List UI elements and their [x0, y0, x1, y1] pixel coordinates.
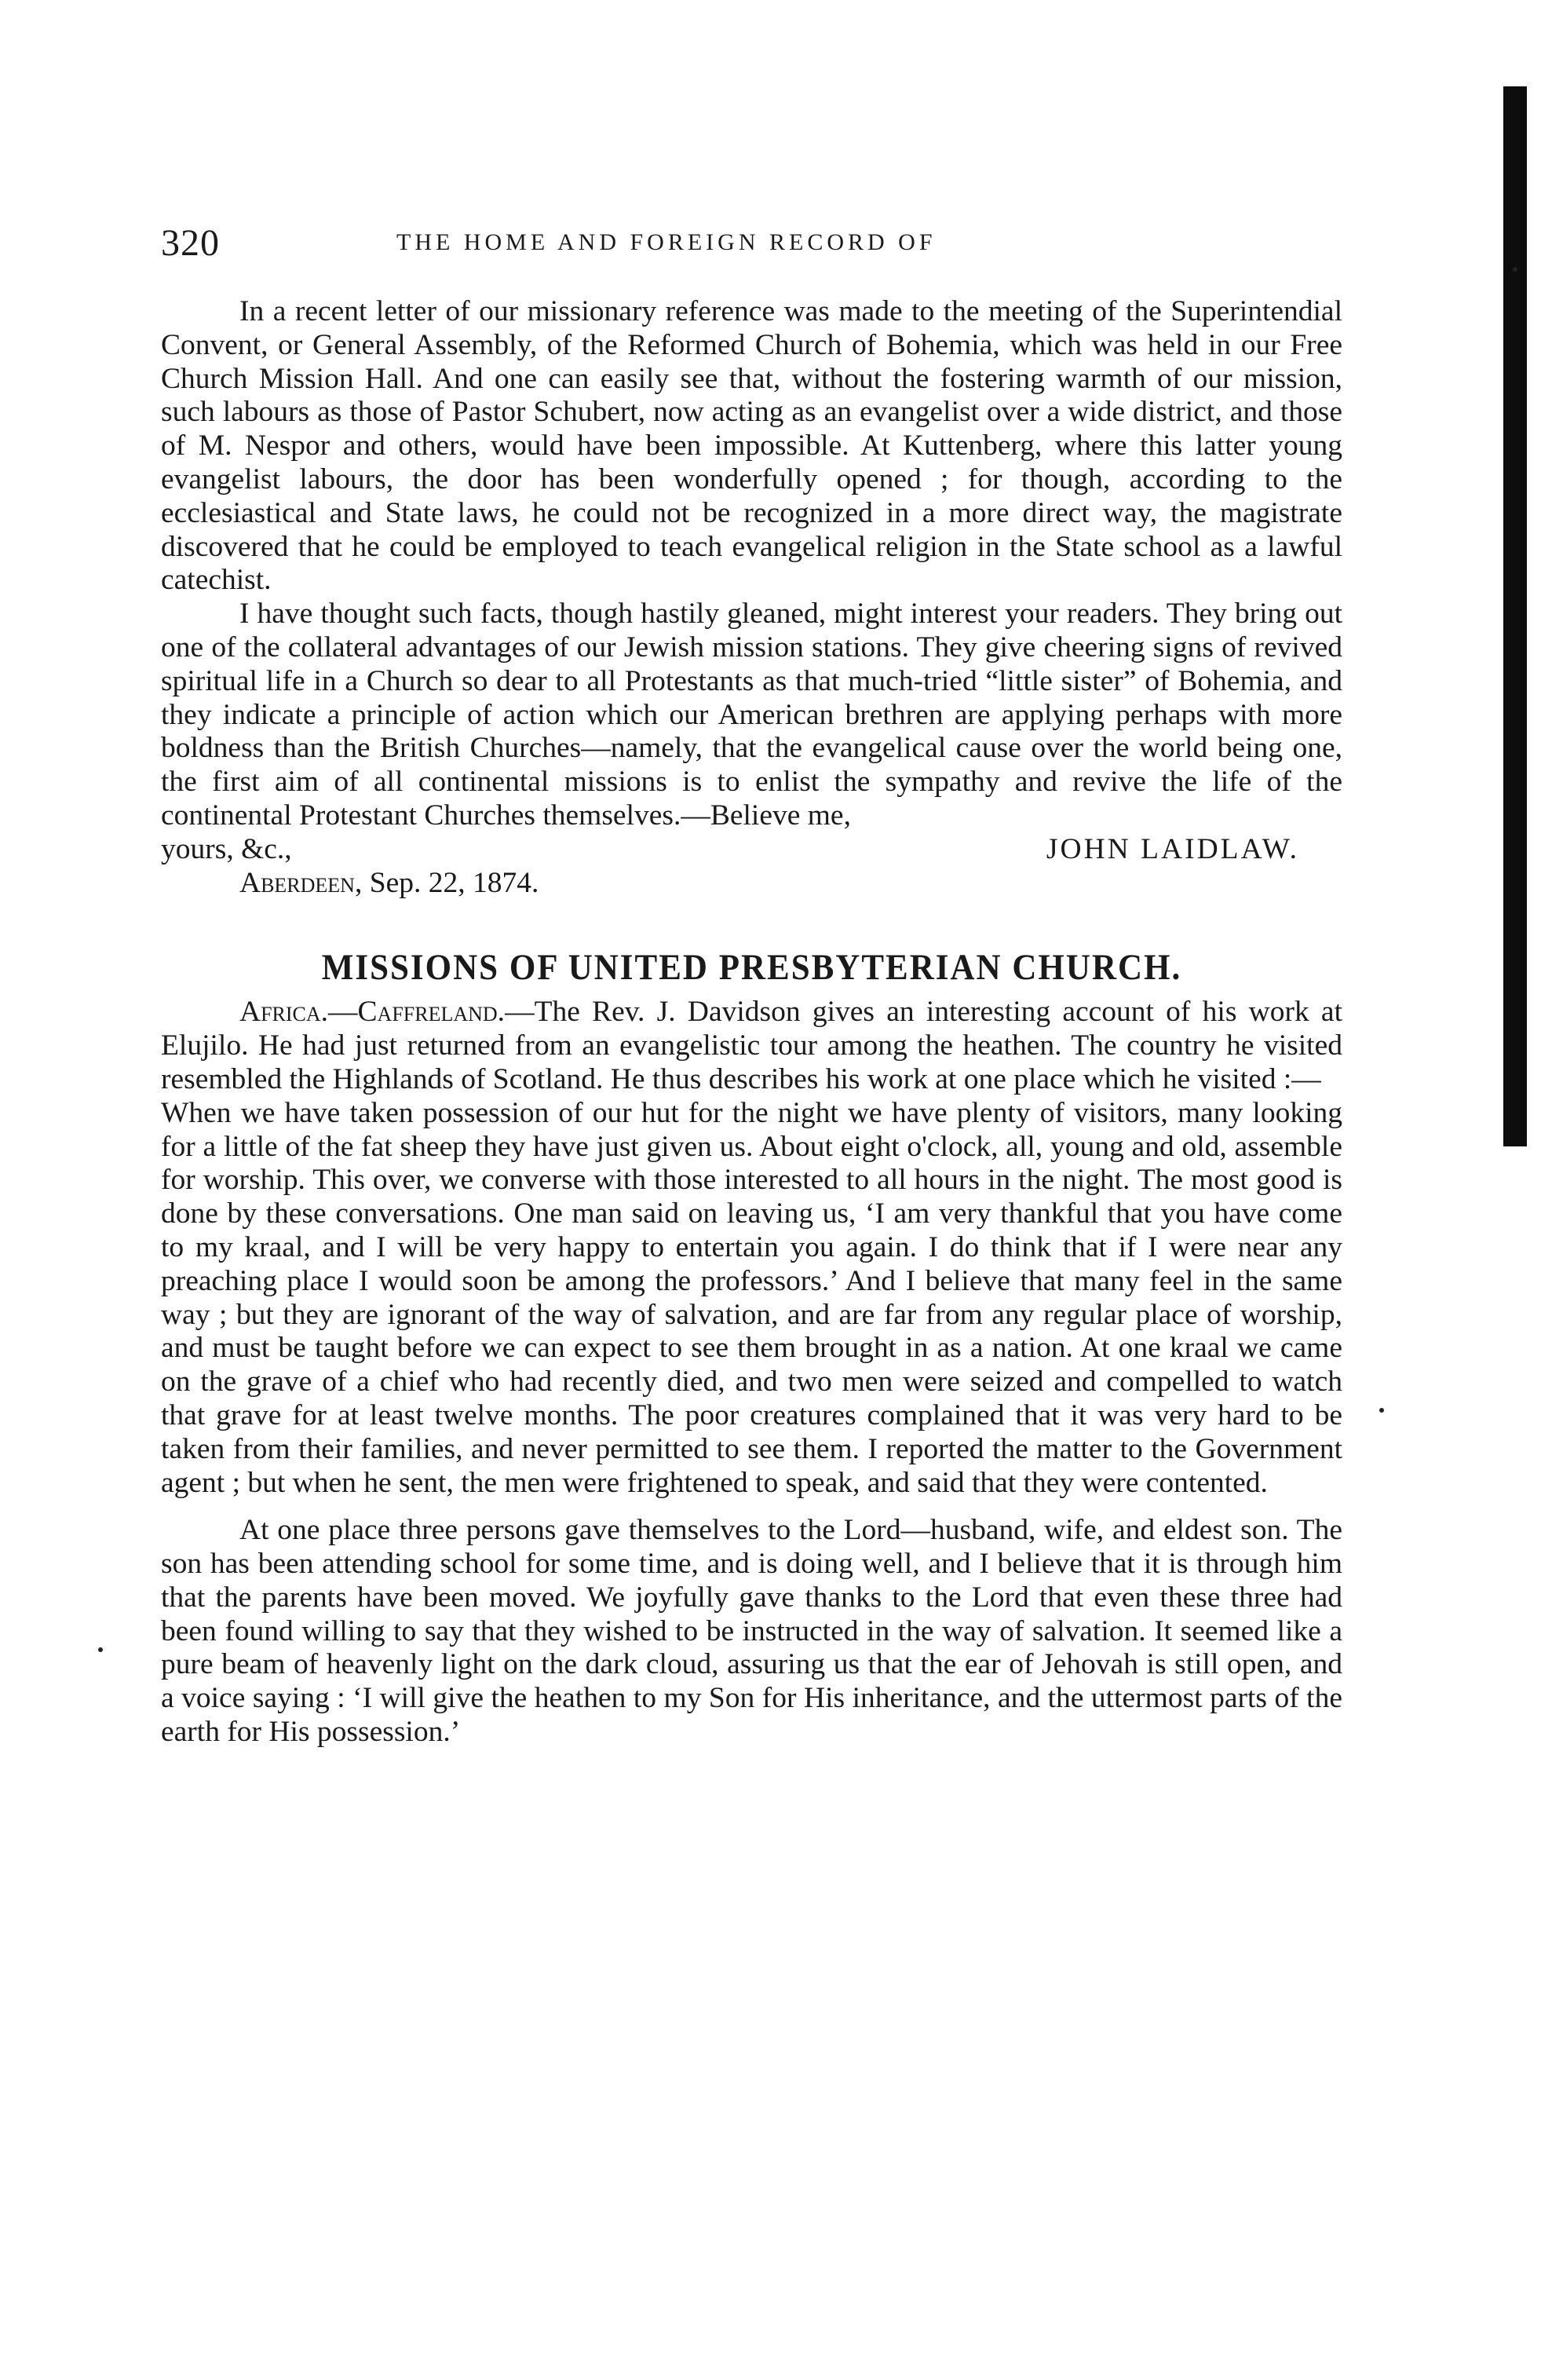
- scan-speck: [1513, 267, 1517, 272]
- scan-edge-shadow: [1503, 86, 1527, 1146]
- signature: JOHN LAIDLAW.: [1046, 832, 1299, 865]
- section-title: MISSIONS OF UNITED PRESBYTERIAN CHURCH.: [321, 948, 1182, 989]
- text-column: [161, 295, 1342, 1749]
- letter-paragraph: I have thought such facts, though hastily gleaned, might interest your readers. They bring out one of the collateral advantages of our Jewish mission stations. They give cheering signs of revived spiritual life in a Church so dear to all Protestants as that much-tried “little sister” of Bohemia, and they indicate a principle of action which our American brethren are applying perhaps with more boldness than the British Churches—namely, that the evangelical cause over the world being one, the first aim of all continental missions is to enlist the sympathy and revive the life of the continental Protestant Churches themselves.—Believe me,: [161, 598, 1342, 832]
- dateline-date: Sep. 22, 1874.: [369, 866, 539, 899]
- letter-paragraph: In a recent letter of our missionary reference was made to the meeting of the Superintendial Convent, or General Assembly, of the Reformed Church of Bohemia, which was held in our Free Church Mission Hall. And one can easily see that, without the fostering warmth of our mission, such labours as those of Pastor Schubert, now acting as an evangelist over a wide district, and those of M. Nespor and others, would have been impossible. At Kuttenberg, where this latter young evangelist labours, the door has been wonderfully opened ; for though, according to the ecclesiastical and State laws, he could not be recognized in a more direct way, the magistrate discovered that he could be employed to teach evangelical religion in the State school as a lawful catechist.: [161, 295, 1342, 597]
- page-number: 320: [161, 222, 220, 264]
- quoted-paragraph: At one place three persons gave themselves to the Lord—husband, wife, and eldest son. The son has been attending school for some time, and is doing well, and I believe that it is through him that the parents have been moved. We joyfully gave thanks to the Lord that even these three had been found willing to say that they wished to be instructed in the way of salvation. It seemed like a pure beam of heavenly light on the dark cloud, assuring us that the ear of Jehovah is still open, and a voice saying : ‘I will give the heathen to my Son for His inheritance, and the uttermost parts of the earth for His possession.’: [161, 1514, 1342, 1749]
- dateline-place: Aberdeen,: [239, 866, 363, 899]
- running-head: THE HOME AND FOREIGN RECORD OF: [396, 229, 937, 255]
- paragraph-gap: [161, 1500, 1342, 1514]
- dateline: [161, 867, 1342, 901]
- scan-speck: [1379, 1408, 1384, 1413]
- letter-signoff: [161, 833, 1342, 867]
- page-header: [161, 221, 1338, 269]
- scan-speck: [98, 1647, 103, 1652]
- section-intro: [161, 996, 1342, 1096]
- quoted-paragraph: When we have taken possession of our hut for the night we have plenty of visitors, many looking for a little of the fat sheep they have just given us. About eight o'clock, all, young and old, assemble for worship. This over, we converse with those interested to all hours in the night. The most good is done by these conversations. One man said on leaving us, ‘I am very thankful that you have come to my kraal, and I will be very happy to entertain you again. I do think that if I were near any preaching place I would soon be among the professors.’ And I believe that many feel in the same way ; but they are ignorant of the way of salvation, and are far from any regular place of worship, and must be taught before we can expect to see them brought in as a nation. At one kraal we came on the grave of a chief who had recently died, and two men were seized and compelled to watch that grave for at least twelve months. The poor creatures complained that it was very hard to be taken from their families, and never permitted to see them. I reported the matter to the Government agent ; but when he sent, the men were frightened to speak, and said that they were contented.: [161, 1096, 1342, 1499]
- intro-text: —The Rev. J. Davidson gives an interesting account of his work at Elujilo. He had just returned from an evangelistic tour among the heathen. The country he visited resembled the Highlands of Scotland. He thus describes his work at one place which he visited :—: [161, 996, 1342, 1095]
- closing-salutation: yours, &c.,: [161, 832, 292, 865]
- intro-place: Africa.—Caffreland.: [239, 996, 506, 1029]
